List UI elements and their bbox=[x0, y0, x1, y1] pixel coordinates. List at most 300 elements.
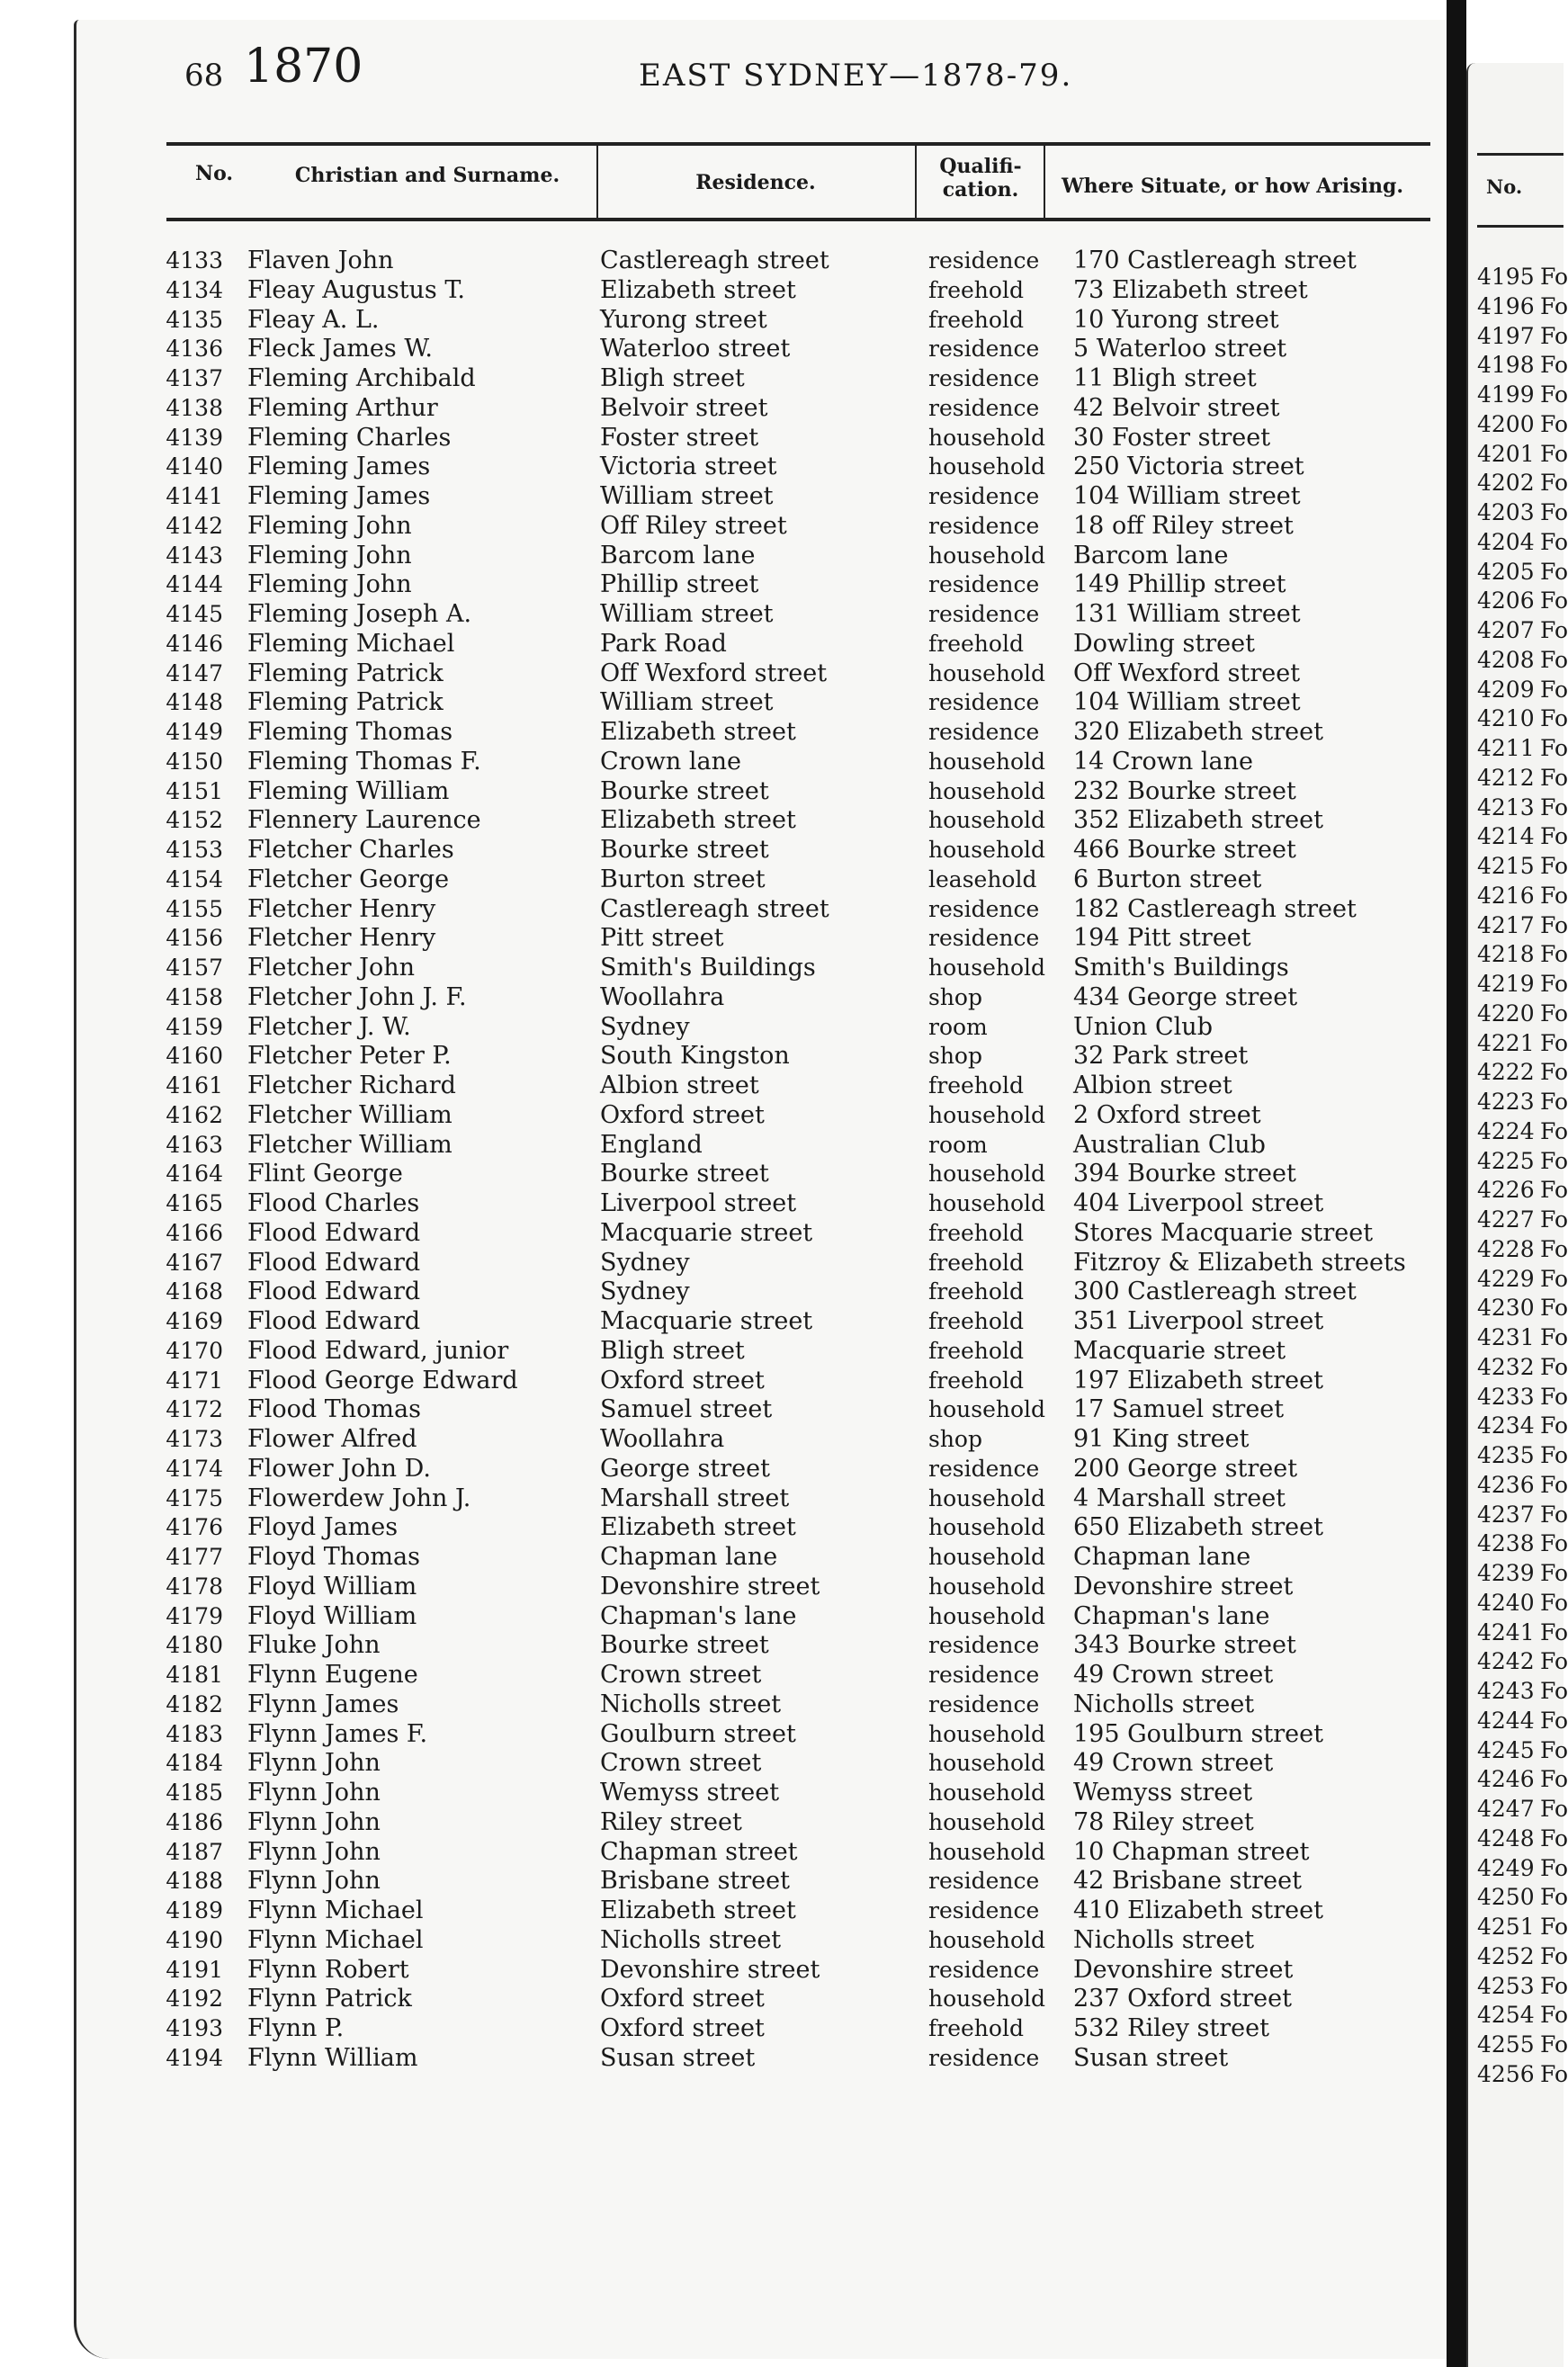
entry-name: Fleming Thomas bbox=[247, 718, 453, 746]
entry-qualification: household bbox=[928, 1573, 1046, 1600]
entry-name: Fletcher Richard bbox=[247, 1071, 456, 1099]
adjacent-entry-name-fragment: Fo bbox=[1540, 1560, 1568, 1586]
entry-residence: William street bbox=[600, 482, 774, 510]
entry-residence: Oxford street bbox=[600, 1985, 765, 2013]
entry-number: 4136 bbox=[166, 336, 223, 363]
entry-number: 4142 bbox=[166, 512, 223, 539]
adjacent-entry-name-fragment: Fo bbox=[1540, 410, 1568, 437]
entry-name: Flowerdew John J. bbox=[247, 1484, 471, 1512]
entry-where-situate: 104 William street bbox=[1073, 482, 1301, 510]
adjacent-row bbox=[1468, 940, 1568, 970]
entry-where-situate: 49 Crown street bbox=[1073, 1661, 1274, 1689]
entry-name: Fleming John bbox=[247, 541, 412, 569]
table-row bbox=[76, 806, 1449, 836]
entry-residence: Woollahra bbox=[600, 1425, 725, 1453]
adjacent-entry-name-fragment: Fo bbox=[1540, 1972, 1568, 1999]
entry-where-situate: Stores Macquarie street bbox=[1073, 1218, 1374, 1247]
entry-residence: Brisbane street bbox=[600, 1867, 790, 1896]
entry-qualification: shop bbox=[928, 1426, 982, 1452]
entry-residence: Nicholls street bbox=[600, 1925, 782, 1954]
table-row bbox=[76, 1838, 1449, 1868]
adjacent-entry-number: 4255 bbox=[1477, 2031, 1535, 2058]
entry-name: Fleming Michael bbox=[247, 629, 455, 658]
entry-where-situate: 197 Elizabeth street bbox=[1073, 1366, 1323, 1394]
page-gutter bbox=[1447, 0, 1466, 2367]
adjacent-row bbox=[1468, 263, 1568, 292]
entry-where-situate: 170 Castlereagh street bbox=[1073, 247, 1357, 274]
entry-residence: South Kingston bbox=[600, 1042, 790, 1071]
table-row bbox=[76, 954, 1449, 983]
adjacent-entry-number: 4253 bbox=[1477, 1972, 1535, 1999]
page-number: 68 bbox=[184, 58, 224, 94]
entry-where-situate: Albion street bbox=[1073, 1071, 1232, 1099]
entry-residence: Off Wexford street bbox=[600, 659, 828, 687]
adjacent-row bbox=[1468, 1235, 1568, 1265]
entry-qualification: shop bbox=[928, 983, 982, 1010]
entry-residence: Phillip street bbox=[600, 570, 759, 599]
table-row bbox=[76, 453, 1449, 482]
adjacent-row bbox=[1468, 882, 1568, 911]
entry-name: Fletcher Charles bbox=[247, 836, 454, 864]
entry-name: Flower John D. bbox=[247, 1454, 431, 1483]
entry-name: Fleck James W. bbox=[247, 335, 433, 363]
adjacent-entry-number: 4252 bbox=[1477, 1942, 1535, 1969]
adjacent-entry-number: 4232 bbox=[1477, 1353, 1535, 1380]
entry-name: Flennery Laurence bbox=[247, 806, 481, 835]
adjacent-row bbox=[1468, 822, 1568, 852]
entry-qualification: freehold bbox=[928, 1337, 1024, 1364]
adjacent-entry-name-fragment: Fo bbox=[1540, 1796, 1568, 1822]
adjacent-entry-name-fragment: Fo bbox=[1540, 1942, 1568, 1969]
entry-name: Fleming Charles bbox=[247, 423, 452, 452]
adjacent-entry-number: 4256 bbox=[1477, 2060, 1535, 2087]
entry-where-situate: 352 Elizabeth street bbox=[1073, 806, 1323, 835]
adjacent-entry-number: 4204 bbox=[1477, 528, 1535, 555]
table-row bbox=[76, 306, 1449, 336]
adjacent-entry-number: 4213 bbox=[1477, 793, 1535, 820]
adjacent-row bbox=[1468, 1058, 1568, 1088]
adjacent-row bbox=[1468, 1412, 1568, 1441]
entry-qualification: freehold bbox=[928, 1278, 1024, 1305]
adjacent-entry-name-fragment: Fo bbox=[1540, 1530, 1568, 1557]
adjacent-entry-name-fragment: Fo bbox=[1540, 499, 1568, 525]
entry-residence: Devonshire street bbox=[600, 1955, 820, 1984]
col-header-qualification: Qualifi- cation. bbox=[939, 155, 1022, 202]
entry-qualification: household bbox=[928, 1926, 1046, 1953]
entry-where-situate: 6 Burton street bbox=[1073, 865, 1262, 893]
adjacent-entry-name-fragment: Fo bbox=[1540, 1383, 1568, 1410]
adjacent-entry-number: 4254 bbox=[1477, 2002, 1535, 2029]
entry-name: Fletcher George bbox=[247, 865, 450, 893]
adjacent-entry-number: 4224 bbox=[1477, 1117, 1535, 1144]
adjacent-row bbox=[1468, 1854, 1568, 1884]
adjacent-row bbox=[1468, 498, 1568, 528]
entry-number: 4178 bbox=[166, 1573, 223, 1600]
entry-residence: Pitt street bbox=[600, 924, 724, 953]
entry-name: Fleming John bbox=[247, 511, 412, 540]
entry-where-situate: 30 Foster street bbox=[1073, 423, 1271, 452]
entry-where-situate: 4 Marshall street bbox=[1073, 1484, 1286, 1512]
adjacent-entry-number: 4198 bbox=[1477, 352, 1535, 379]
adjacent-row bbox=[1468, 1795, 1568, 1825]
entry-where-situate: 131 William street bbox=[1073, 600, 1301, 628]
entry-residence: Wemyss street bbox=[600, 1779, 780, 1807]
entry-qualification: household bbox=[928, 1190, 1046, 1216]
adjacent-row bbox=[1468, 410, 1568, 440]
entry-qualification: household bbox=[928, 453, 1046, 480]
col-header-no: No. bbox=[194, 162, 234, 185]
entry-where-situate: Smith's Buildings bbox=[1073, 954, 1289, 982]
entry-number: 4180 bbox=[166, 1632, 223, 1659]
entry-name: Flood Edward, junior bbox=[247, 1336, 509, 1365]
adjacent-entry-number: 4222 bbox=[1477, 1059, 1535, 1086]
entry-name: Flint George bbox=[247, 1160, 403, 1188]
adjacent-row bbox=[1468, 1765, 1568, 1795]
entry-residence: Waterloo street bbox=[600, 335, 791, 363]
table-row bbox=[76, 335, 1449, 364]
entry-where-situate: Wemyss street bbox=[1073, 1779, 1253, 1807]
adjacent-entry-name-fragment: Fo bbox=[1540, 1117, 1568, 1144]
entry-residence: Albion street bbox=[600, 1071, 759, 1099]
table-row bbox=[76, 688, 1449, 718]
table-row bbox=[76, 748, 1449, 777]
entry-number: 4181 bbox=[166, 1662, 223, 1688]
adjacent-entry-number: 4243 bbox=[1477, 1678, 1535, 1704]
entry-residence: Belvoir street bbox=[600, 393, 768, 422]
entry-where-situate: Australian Club bbox=[1073, 1130, 1266, 1159]
entry-number: 4170 bbox=[166, 1337, 223, 1364]
adjacent-col-header-no: No. bbox=[1486, 175, 1523, 198]
entry-residence: Oxford street bbox=[600, 1366, 765, 1394]
entry-residence: Sydney bbox=[600, 1278, 690, 1306]
adjacent-row bbox=[1468, 1176, 1568, 1206]
adjacent-row bbox=[1468, 322, 1568, 352]
entry-number: 4145 bbox=[166, 601, 223, 627]
entry-number: 4192 bbox=[166, 1986, 223, 2013]
entry-name: Fletcher Henry bbox=[247, 924, 436, 953]
entry-qualification: household bbox=[928, 1720, 1046, 1747]
adjacent-row bbox=[1468, 292, 1568, 322]
adjacent-page-fragment bbox=[1466, 63, 1568, 2367]
entry-residence: Off Riley street bbox=[600, 511, 787, 540]
entry-where-situate: 42 Belvoir street bbox=[1073, 393, 1280, 422]
adjacent-entry-name-fragment: Fo bbox=[1540, 440, 1568, 467]
adjacent-entry-name-fragment: Fo bbox=[1540, 853, 1568, 879]
table-row bbox=[76, 1543, 1449, 1573]
adjacent-entry-number: 4234 bbox=[1477, 1412, 1535, 1439]
table-row bbox=[76, 1042, 1449, 1071]
adjacent-entry-number: 4248 bbox=[1477, 1825, 1535, 1851]
adjacent-entry-number: 4216 bbox=[1477, 882, 1535, 909]
adjacent-entry-number: 4237 bbox=[1477, 1501, 1535, 1528]
entry-qualification: household bbox=[928, 748, 1046, 775]
adjacent-row bbox=[1468, 1589, 1568, 1618]
entry-qualification: household bbox=[928, 837, 1046, 863]
handwritten-year: 1870 bbox=[244, 40, 363, 94]
entry-where-situate: 10 Chapman street bbox=[1073, 1837, 1310, 1866]
adjacent-row bbox=[1468, 2001, 1568, 2031]
entry-name: Flood Edward bbox=[247, 1278, 421, 1306]
adjacent-entry-name-fragment: Fo bbox=[1540, 1295, 1568, 1322]
adjacent-entry-name-fragment: Fo bbox=[1540, 1736, 1568, 1763]
adjacent-row bbox=[1468, 676, 1568, 705]
entry-qualification: residence bbox=[928, 1897, 1040, 1923]
entry-residence: Chapman's lane bbox=[600, 1601, 797, 1630]
entry-qualification: household bbox=[928, 955, 1046, 981]
table-row bbox=[76, 895, 1449, 925]
adjacent-entry-name-fragment: Fo bbox=[1540, 764, 1568, 791]
adjacent-row bbox=[1468, 1707, 1568, 1736]
entry-qualification: residence bbox=[928, 2044, 1040, 2071]
adjacent-entry-name-fragment: Fo bbox=[1540, 646, 1568, 673]
table-row bbox=[76, 1602, 1449, 1632]
adjacent-entry-name-fragment: Fo bbox=[1540, 1177, 1568, 1204]
entry-number: 4185 bbox=[166, 1780, 223, 1806]
adjacent-entry-number: 4229 bbox=[1477, 1265, 1535, 1292]
entry-number: 4153 bbox=[166, 837, 223, 863]
table-row bbox=[76, 424, 1449, 453]
entry-name: Flood George Edward bbox=[247, 1366, 518, 1394]
entry-number: 4175 bbox=[166, 1484, 223, 1511]
adjacent-entry-number: 4238 bbox=[1477, 1530, 1535, 1557]
table-row bbox=[76, 1867, 1449, 1896]
adjacent-row bbox=[1468, 1383, 1568, 1412]
entry-name: Flood Thomas bbox=[247, 1395, 421, 1424]
adjacent-entry-name-fragment: Fo bbox=[1540, 322, 1568, 349]
adjacent-row bbox=[1468, 852, 1568, 882]
entry-qualification: residence bbox=[928, 1690, 1040, 1717]
adjacent-entry-number: 4206 bbox=[1477, 587, 1535, 614]
adjacent-entry-number: 4241 bbox=[1477, 1618, 1535, 1645]
entry-where-situate: 232 Bourke street bbox=[1073, 776, 1296, 805]
entry-name: Flynn James F. bbox=[247, 1719, 428, 1748]
adjacent-row bbox=[1468, 1353, 1568, 1383]
entry-name: Flaven John bbox=[247, 247, 394, 274]
entry-name: Flynn Michael bbox=[247, 1925, 424, 1954]
entry-where-situate: 343 Bourke street bbox=[1073, 1631, 1296, 1660]
table-row bbox=[76, 1661, 1449, 1690]
entry-name: Flynn Michael bbox=[247, 1896, 424, 1924]
entry-residence: William street bbox=[600, 688, 774, 717]
entry-where-situate: Nicholls street bbox=[1073, 1690, 1255, 1718]
table-row bbox=[76, 1720, 1449, 1750]
col-header-residence: Residence. bbox=[695, 171, 816, 194]
adjacent-row bbox=[1468, 1471, 1568, 1501]
entry-residence: Castlereagh street bbox=[600, 247, 829, 274]
table-row bbox=[76, 1013, 1449, 1043]
entry-number: 4184 bbox=[166, 1750, 223, 1777]
entry-name: Flynn John bbox=[247, 1779, 381, 1807]
adjacent-row bbox=[1468, 1972, 1568, 2002]
adjacent-entry-name-fragment: Fo bbox=[1540, 823, 1568, 850]
adjacent-entry-number: 4251 bbox=[1477, 1914, 1535, 1940]
entry-name: Fleming Thomas F. bbox=[247, 747, 481, 776]
entry-number: 4140 bbox=[166, 453, 223, 480]
adjacent-row bbox=[1468, 381, 1568, 410]
adjacent-row bbox=[1468, 2060, 1568, 2090]
adjacent-row bbox=[1468, 528, 1568, 558]
entry-name: Fletcher Peter P. bbox=[247, 1042, 452, 1071]
adjacent-entry-number: 4195 bbox=[1477, 264, 1535, 290]
adjacent-row bbox=[1468, 1265, 1568, 1295]
table-row bbox=[76, 865, 1449, 895]
header-top-rule bbox=[166, 142, 1430, 146]
entry-residence: Macquarie street bbox=[600, 1218, 813, 1247]
entry-residence: Foster street bbox=[600, 423, 759, 452]
entry-qualification: residence bbox=[928, 689, 1040, 716]
entry-qualification: residence bbox=[928, 394, 1040, 421]
entry-number: 4159 bbox=[166, 1013, 223, 1040]
entry-qualification: residence bbox=[928, 719, 1040, 745]
entry-number: 4169 bbox=[166, 1308, 223, 1334]
adjacent-entry-name-fragment: Fo bbox=[1540, 1059, 1568, 1086]
entry-residence: Bligh street bbox=[600, 364, 745, 392]
entry-where-situate: 104 William street bbox=[1073, 688, 1301, 717]
adjacent-entry-number: 4244 bbox=[1477, 1707, 1535, 1734]
table-row bbox=[76, 1779, 1449, 1808]
entry-name: Flynn Patrick bbox=[247, 1985, 412, 2013]
table-row bbox=[76, 482, 1449, 512]
entry-residence: Crown street bbox=[600, 1661, 762, 1689]
entry-qualification: room bbox=[928, 1013, 988, 1040]
entry-number: 4133 bbox=[166, 247, 223, 273]
table-row bbox=[76, 1278, 1449, 1307]
entry-number: 4163 bbox=[166, 1131, 223, 1158]
table-row bbox=[76, 2044, 1449, 2074]
table-row bbox=[76, 1484, 1449, 1514]
entry-residence: Bligh street bbox=[600, 1336, 745, 1365]
entry-where-situate: 49 Crown street bbox=[1073, 1749, 1274, 1778]
adjacent-entry-name-fragment: Fo bbox=[1540, 1589, 1568, 1616]
entry-qualification: residence bbox=[928, 1455, 1040, 1482]
adjacent-entry-number: 4201 bbox=[1477, 440, 1535, 467]
entry-number: 4154 bbox=[166, 865, 223, 892]
adjacent-row bbox=[1468, 1529, 1568, 1559]
table-row bbox=[76, 1160, 1449, 1189]
entry-number: 4148 bbox=[166, 689, 223, 716]
adjacent-entry-number: 4240 bbox=[1477, 1589, 1535, 1616]
table-row bbox=[76, 570, 1449, 600]
adjacent-entry-number: 4246 bbox=[1477, 1766, 1535, 1793]
table-row bbox=[76, 1573, 1449, 1602]
adjacent-row bbox=[1468, 1647, 1568, 1677]
table-row bbox=[76, 1455, 1449, 1484]
table-row bbox=[76, 542, 1449, 571]
table-row bbox=[76, 1749, 1449, 1779]
entry-where-situate: 78 Riley street bbox=[1073, 1807, 1254, 1836]
adjacent-entry-number: 4215 bbox=[1477, 853, 1535, 879]
table-row bbox=[76, 2014, 1449, 2044]
adjacent-row bbox=[1468, 1029, 1568, 1059]
entry-name: Flood Edward bbox=[247, 1248, 421, 1277]
entry-number: 4193 bbox=[166, 2015, 223, 2041]
adjacent-entry-name-fragment: Fo bbox=[1540, 1914, 1568, 1940]
entry-where-situate: 195 Goulburn street bbox=[1073, 1719, 1323, 1748]
entry-number: 4156 bbox=[166, 925, 223, 952]
entry-name: Flynn John bbox=[247, 1867, 381, 1896]
entry-residence: Macquarie street bbox=[600, 1307, 813, 1335]
entry-qualification: residence bbox=[928, 483, 1040, 509]
entry-name: Floyd James bbox=[247, 1513, 399, 1542]
entry-name: Flynn John bbox=[247, 1749, 381, 1778]
entry-residence: Marshall street bbox=[600, 1484, 790, 1512]
entry-residence: Chapman lane bbox=[600, 1543, 778, 1571]
adjacent-entry-name-fragment: Fo bbox=[1540, 2002, 1568, 2029]
entry-qualification: shop bbox=[928, 1043, 982, 1070]
adjacent-entry-name-fragment: Fo bbox=[1540, 1471, 1568, 1498]
adjacent-entry-name-fragment: Fo bbox=[1540, 1825, 1568, 1851]
table-row bbox=[76, 1071, 1449, 1101]
entry-qualification: household bbox=[928, 1484, 1046, 1511]
entry-number: 4162 bbox=[166, 1101, 223, 1128]
entry-name: Fleming William bbox=[247, 776, 450, 805]
adjacent-rule bbox=[1477, 153, 1564, 156]
entry-residence: Devonshire street bbox=[600, 1572, 820, 1600]
entry-residence: Bourke street bbox=[600, 836, 769, 864]
adjacent-entry-name-fragment: Fo bbox=[1540, 1089, 1568, 1115]
entry-name: Fleming Joseph A. bbox=[247, 600, 472, 628]
entry-number: 4182 bbox=[166, 1690, 223, 1717]
entry-residence: Park Road bbox=[600, 629, 727, 658]
entry-name: Fleming James bbox=[247, 482, 431, 510]
entry-residence: England bbox=[600, 1130, 703, 1159]
entry-name: Fletcher J. W. bbox=[247, 1012, 411, 1041]
adjacent-row bbox=[1468, 1559, 1568, 1589]
entry-residence: Barcom lane bbox=[600, 541, 756, 569]
entry-number: 4188 bbox=[166, 1868, 223, 1895]
entry-number: 4174 bbox=[166, 1455, 223, 1482]
adjacent-row bbox=[1468, 440, 1568, 470]
entry-qualification: residence bbox=[928, 1632, 1040, 1659]
table-row bbox=[76, 1101, 1449, 1131]
entry-number: 4177 bbox=[166, 1544, 223, 1570]
entry-number: 4137 bbox=[166, 365, 223, 391]
entry-number: 4160 bbox=[166, 1043, 223, 1070]
adjacent-row bbox=[1468, 1825, 1568, 1854]
entry-residence: Sydney bbox=[600, 1248, 690, 1277]
entry-qualification: household bbox=[928, 1808, 1046, 1835]
entry-qualification: room bbox=[928, 1131, 988, 1158]
entry-qualification: household bbox=[928, 1780, 1046, 1806]
entry-where-situate: 300 Castlereagh street bbox=[1073, 1278, 1357, 1306]
adjacent-entry-number: 4228 bbox=[1477, 1235, 1535, 1262]
entry-number: 4158 bbox=[166, 983, 223, 1010]
adjacent-entry-name-fragment: Fo bbox=[1540, 558, 1568, 585]
adjacent-entry-number: 4242 bbox=[1477, 1648, 1535, 1675]
table-row bbox=[76, 924, 1449, 954]
adjacent-entry-name-fragment: Fo bbox=[1540, 470, 1568, 497]
entry-name: Fleming Patrick bbox=[247, 688, 444, 717]
entry-number: 4191 bbox=[166, 1956, 223, 1983]
adjacent-entry-name-fragment: Fo bbox=[1540, 676, 1568, 703]
entry-name: Fleay A. L. bbox=[247, 305, 380, 334]
adjacent-row bbox=[1468, 1000, 1568, 1029]
adjacent-row bbox=[1468, 1942, 1568, 1972]
table-row bbox=[76, 600, 1449, 630]
adjacent-entry-name-fragment: Fo bbox=[1540, 528, 1568, 555]
entry-where-situate: Devonshire street bbox=[1073, 1572, 1294, 1600]
entry-qualification: residence bbox=[928, 925, 1040, 952]
entry-where-situate: 434 George street bbox=[1073, 982, 1298, 1011]
adjacent-entry-name-fragment: Fo bbox=[1540, 1618, 1568, 1645]
entry-number: 4164 bbox=[166, 1161, 223, 1188]
adjacent-entry-name-fragment: Fo bbox=[1540, 1854, 1568, 1881]
entry-where-situate: 14 Crown lane bbox=[1073, 747, 1253, 776]
adjacent-row bbox=[1468, 1913, 1568, 1942]
entry-number: 4194 bbox=[166, 2044, 223, 2071]
adjacent-row bbox=[1468, 1618, 1568, 1648]
entry-residence: Bourke street bbox=[600, 1631, 769, 1660]
